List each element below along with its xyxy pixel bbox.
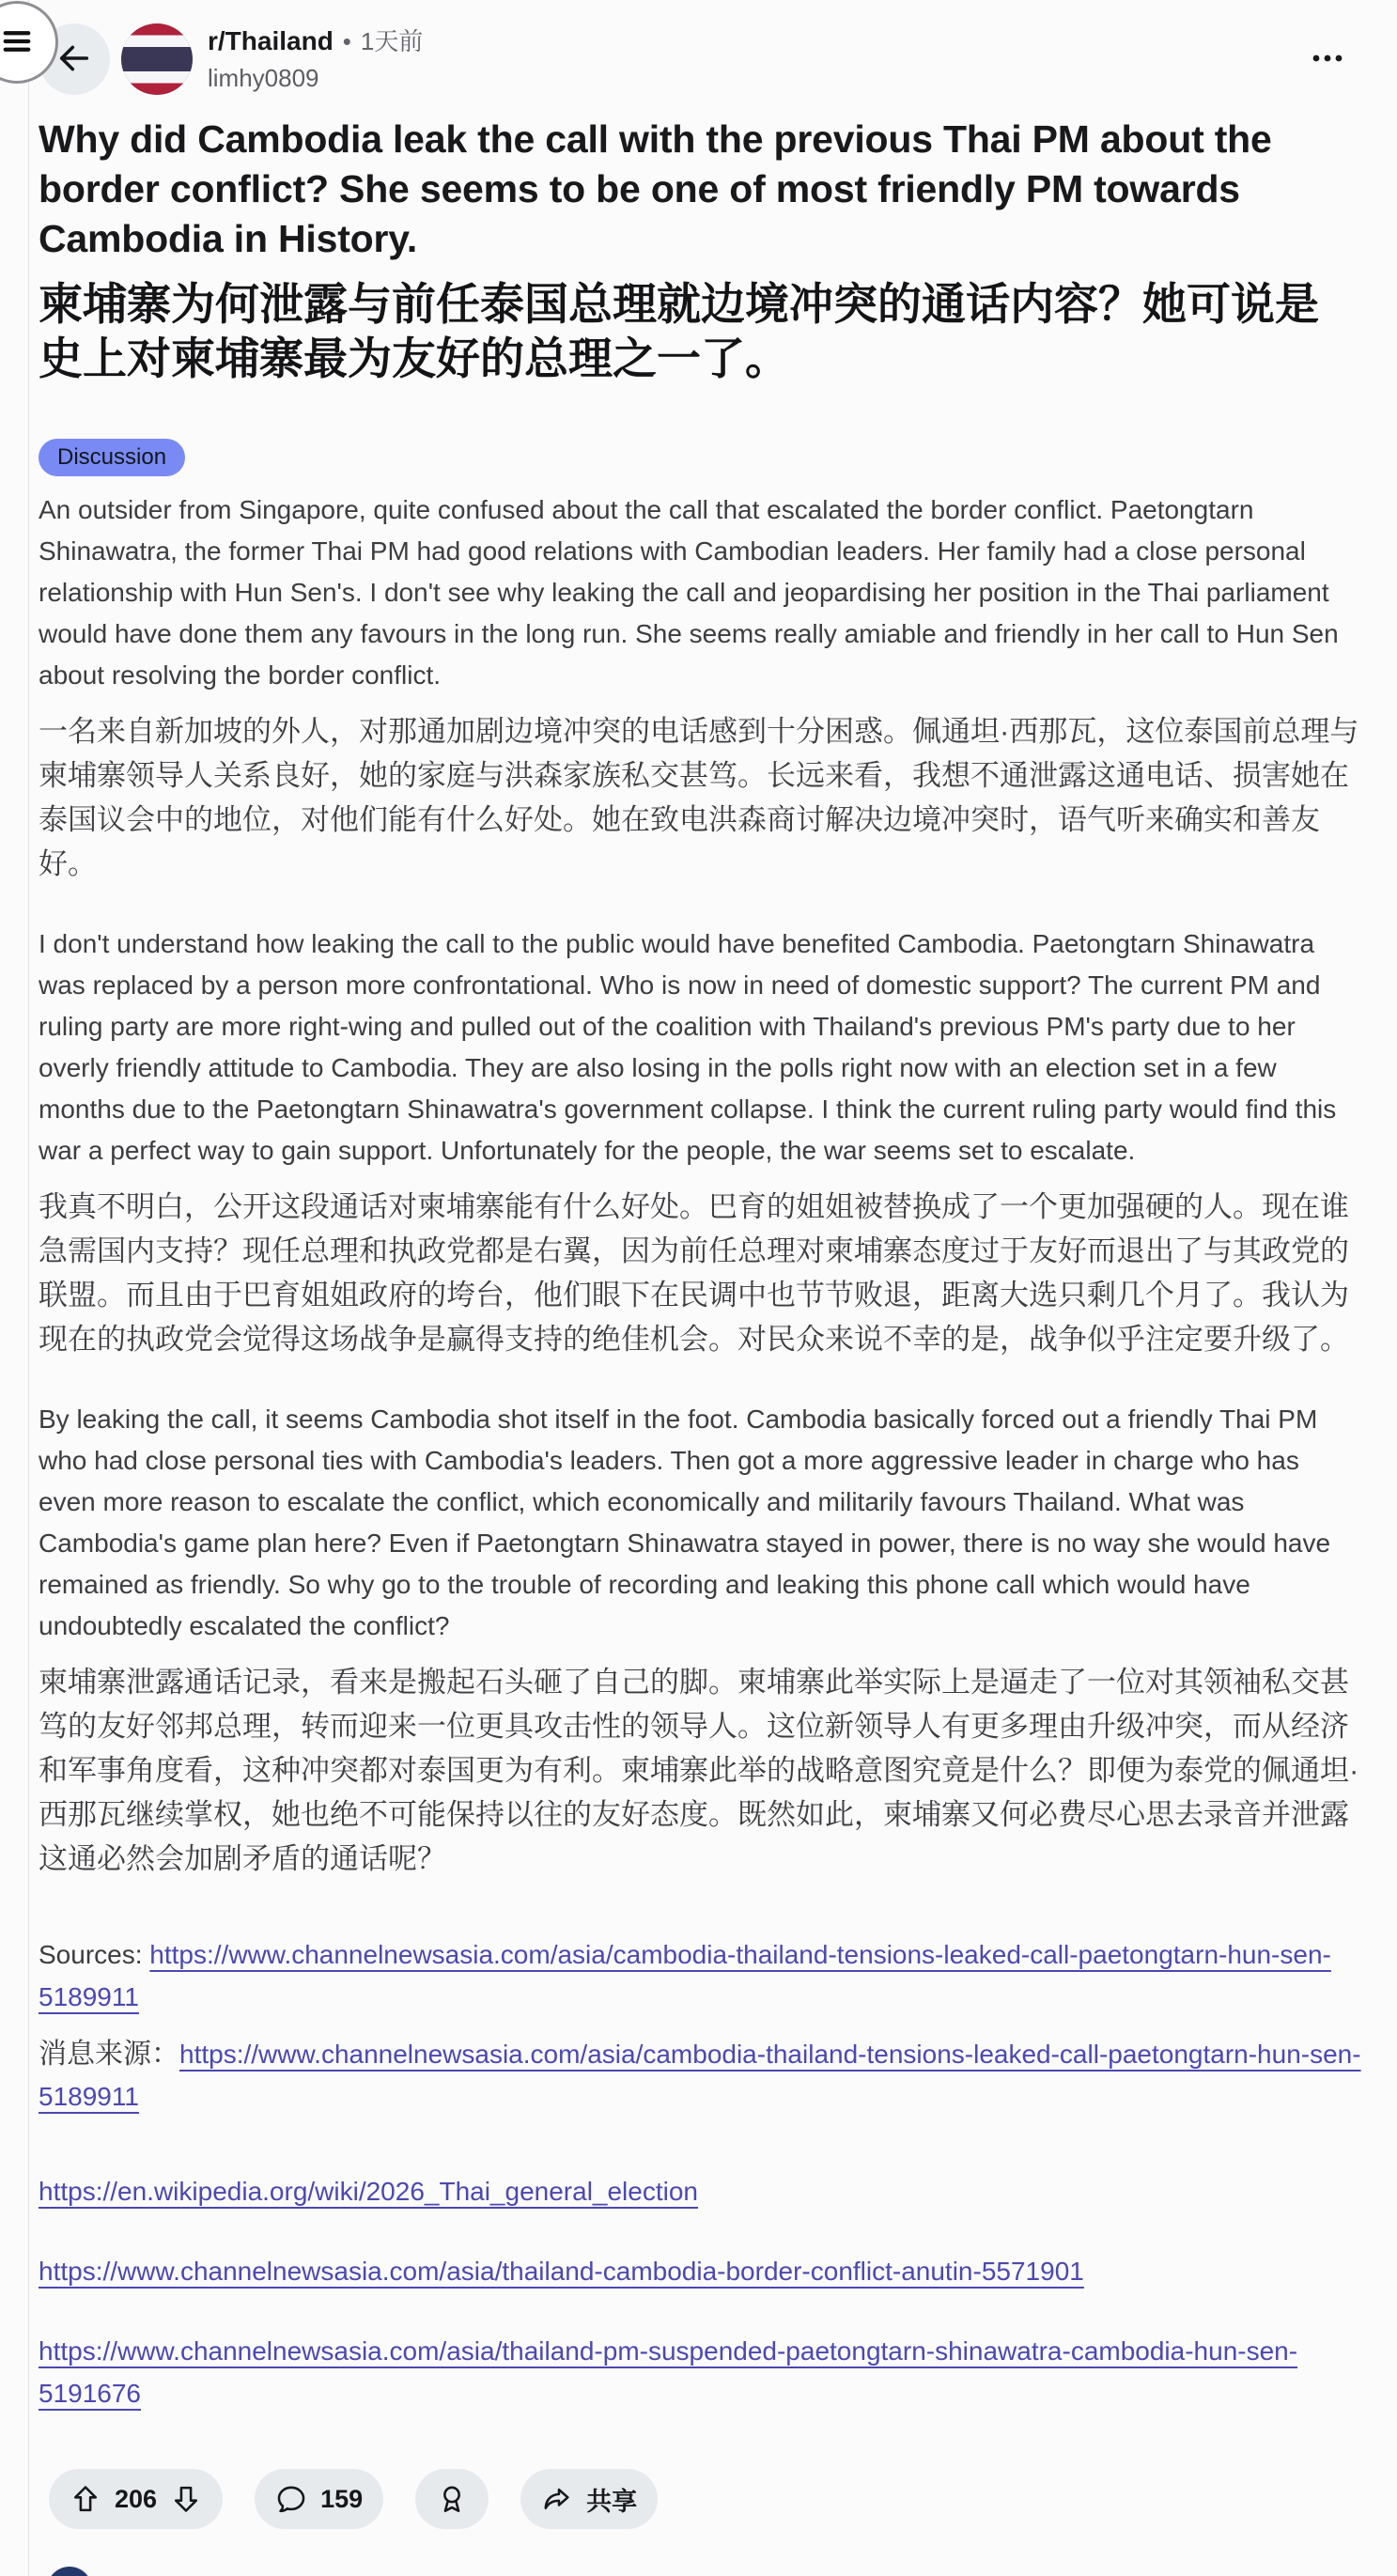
source-line-anutin: [39, 2250, 1361, 2292]
flair-badge[interactable]: Discussion: [39, 439, 185, 476]
award-medal-icon: [436, 2483, 468, 2515]
source-link-main-en[interactable]: https://www.channelnewsasia.com/asia/cambodia-thailand-tensions-leaked-call-paetongtarn-hun-sen-5189911: [39, 1940, 1331, 2011]
post-title-en: Why did Cambodia leak the call with the previous Thai PM about the border conflict? She seems to be one of most friendly PM towards Cambodia in History.: [39, 117, 1272, 260]
overflow-menu-button[interactable]: [1299, 39, 1356, 80]
sources-line-zh: [39, 2033, 1361, 2118]
paragraph-en-3: By leaking the call, it seems Cambodia shot itself in the foot. Cambodia basically forced out a friendly Thai PM who had close personal ties with Cambodia's leaders. Then got a more aggressive leader in charge who has even more reason to escalate the conflict, which economically and militarily favours Thailand. What was Cambodia's game plan here? Even if Paetongtarn Shinawatra stayed in power, there is no way she would have remained as friendly. So why go to the trouble of recording and leaking this phone call which would have undoubtedly escalated the conflict?: [39, 1404, 1331, 1640]
sources-line-en: [39, 1933, 1361, 2018]
source-link-suspended[interactable]: https://www.channelnewsasia.com/asia/thailand-pm-suspended-paetongtarn-shinawatra-cambodia-hun-sen-5191676: [39, 2336, 1298, 2408]
comment-icon: [275, 2483, 307, 2515]
comment-count: 159: [320, 2484, 364, 2513]
meta-separator: •: [342, 27, 351, 56]
paragraph-zh-2: 我真不明白，公开这段通话对柬埔寨能有什么好处。巴育的姐姐被替换成了一个更加强硬的人。现在谁急需国内支持？现任总理和执政党都是右翼，因为前任总理对柬埔寨态度过于友好而退出了与其政党的联盟。而且由于巴育姐姐政府的垮台，他们眼下在民调中也节节败退，距离大选只剩几个月了。我认为现在的执政党会觉得这场战争是赢得支持的绝佳机会。对民众来说不幸的是，战争似乎注定要升级了。: [39, 1190, 1349, 1356]
post-content-area: [28, 0, 1397, 2576]
subreddit-avatar-thailand-flag[interactable]: [121, 23, 193, 95]
flair-row: [39, 439, 1361, 476]
post-meta: [208, 24, 423, 94]
source-link-main-zh[interactable]: https://www.channelnewsasia.com/asia/cambodia-thailand-tensions-leaked-call-paetongtarn-hun-sen-5189911: [39, 2040, 1361, 2111]
post-action-bar: [49, 2469, 658, 2529]
share-button[interactable]: [520, 2469, 658, 2529]
post-age: 1天前: [360, 27, 424, 56]
author-name[interactable]: limhy0809: [208, 64, 319, 93]
paragraph-en-2: I don't understand how leaking the call to the public would have benefited Cambodia. Paetongtarn Shinawatra was replaced by a person more confrontational. Who is now in need of domestic support? The current PM and ruling party are more right-wing and pulled out of the coalition with Thailand's previous PM's party due to her overly friendly attitude to Cambodia. They are also losing in the polls right now with an election set in a few months due to the Paetongtarn Shinawatra's government collapse. I think the current ruling party would find this war a perfect way to gain support. Unfortunately for the people, the war seems set to escalate.: [39, 929, 1337, 1165]
paragraph-zh-1: 一名来自新加坡的外人，对那通加剧边境冲突的电话感到十分困惑。佩通坦·西那瓦，这位泰国前总理与柬埔寨领导人关系良好，她的家庭与洪森家族私交甚笃。长远来看，我想不通泄露这通电话、损害她在泰国议会中的地位，对他们能有什么好处。她在致电洪森商讨解决边境冲突时，语气听来确实和善友好。: [39, 715, 1359, 880]
three-dots-icon: [1307, 47, 1348, 72]
back-arrow-icon: [55, 39, 93, 80]
post-meta-line1: [208, 24, 423, 57]
subreddit-name[interactable]: r/Thailand: [208, 26, 334, 56]
upvote-button[interactable]: [70, 2483, 101, 2515]
share-label: 共享: [586, 2487, 638, 2516]
vote-pill: [49, 2469, 223, 2529]
downvote-icon: [170, 2483, 202, 2515]
hamburger-icon: [0, 22, 37, 64]
source-line-wikipedia: [39, 2170, 1361, 2212]
award-button[interactable]: [415, 2469, 489, 2529]
sources-label-zh: 消息来源：: [39, 2039, 179, 2070]
paragraph-en-1: An outsider from Singapore, quite confused about the call that escalated the border conflict. Paetongtarn Shinawatra, the former Thai PM had good relations with Cambodian leaders. Her family had a close personal relationship with Hun Sen's. I don't see why leaking the call and jeopardising her position in the Thai parliament would have done them any favours in the long run. She seems really amiable and friendly in her call to Hun Sen about resolving the border conflict.: [39, 495, 1339, 690]
paragraph-zh-3: 柬埔寨泄露通话记录，看来是搬起石头砸了自己的脚。柬埔寨此举实际上是逼走了一位对其领袖私交甚笃的友好邻邦总理，转而迎来一位更具攻击性的领导人。这位新领导人有更多理由升级冲突，而从经济和军事角度看，这种冲突都对泰国更为有利。柬埔寨此举的战略意图究竟是什么？即便为泰党的佩通坦·西那瓦继续掌权，她也绝不可能保持以往的友好态度。既然如此，柬埔寨又何必费尽心思去录音并泄露这通必然会加剧矛盾的通话呢？: [39, 1666, 1359, 1875]
source-link-wikipedia[interactable]: https://en.wikipedia.org/wiki/2026_Thai_general_election: [39, 2177, 698, 2206]
sources-label-en: Sources:: [39, 1940, 143, 1969]
source-link-anutin[interactable]: https://www.channelnewsasia.com/asia/thailand-cambodia-border-conflict-anutin-5571901: [39, 2257, 1084, 2286]
downvote-button[interactable]: [170, 2483, 202, 2515]
comments-button[interactable]: [255, 2469, 383, 2529]
vote-count: 206: [115, 2484, 158, 2513]
share-icon: [541, 2483, 573, 2515]
post-title-zh: 柬埔寨为何泄露与前任泰国总理就边境冲突的通话内容？她可说是史上对柬埔寨最为友好的总理之一了。: [39, 279, 1319, 383]
source-line-suspended: [39, 2330, 1361, 2414]
upvote-icon: [70, 2483, 101, 2515]
post-header: [39, 23, 1361, 96]
